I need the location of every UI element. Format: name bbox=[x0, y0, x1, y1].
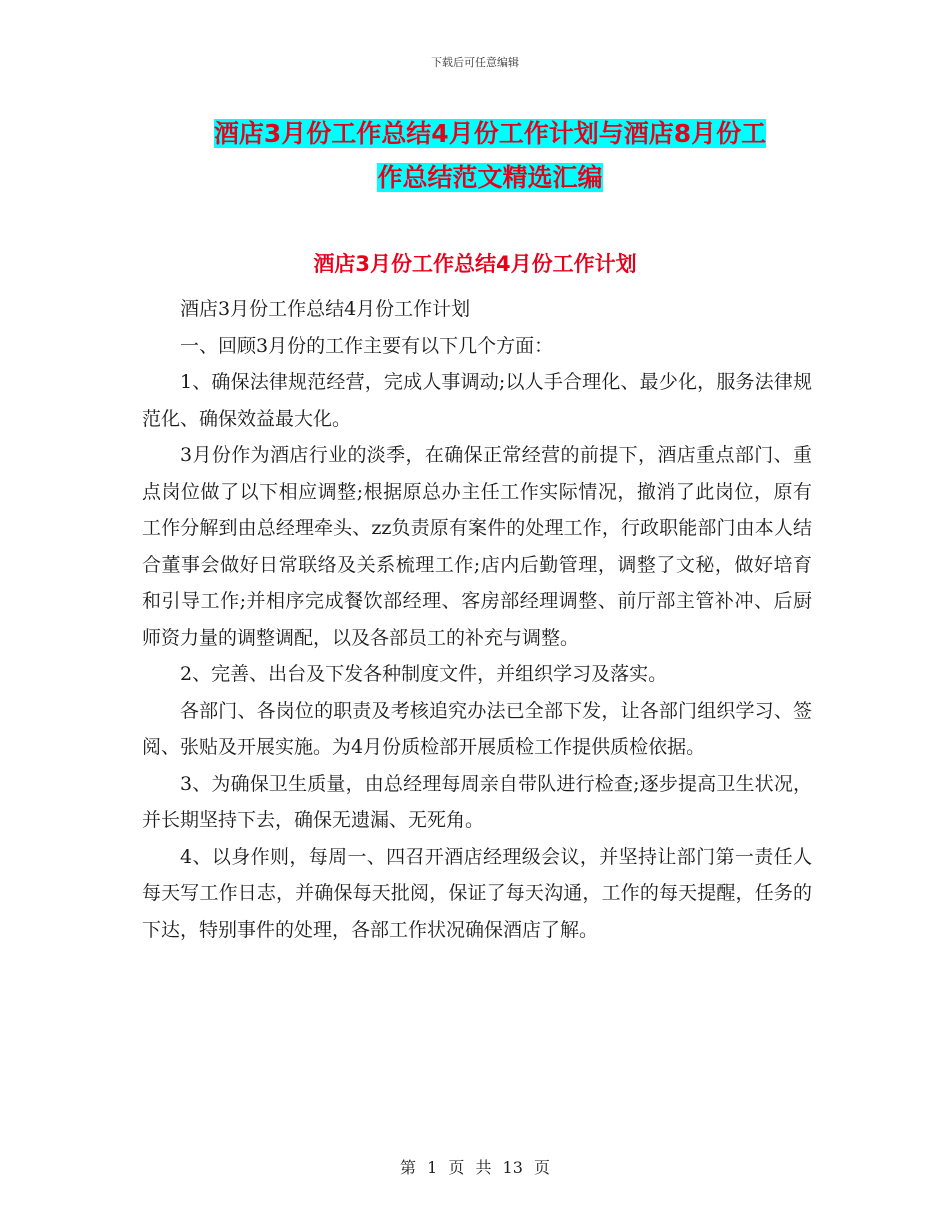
paragraph: 2、完善、出台及下发各种制度文件，并组织学习及落实。 bbox=[180, 663, 668, 685]
paragraph: 各部门、各岗位的职责及考核追究办法已全部下发，让各部门组织学习、签阅、张贴及开展实施。为4月份质检部开展质检工作提供质检依据。 bbox=[142, 699, 812, 758]
document-title bbox=[140, 112, 840, 200]
paragraph: 酒店3月份工作总结4月份工作计划 bbox=[180, 298, 471, 320]
paragraph: 一、回顾3月份的工作主要有以下几个方面： bbox=[180, 334, 554, 357]
paragraph: 3、为确保卫生质量，由总经理每周亲自带队进行检查;逐步提高卫生状况，并长期坚持下去，确保无遗漏、无死角。 bbox=[142, 772, 812, 831]
header-note: 下载后可任意编辑 bbox=[431, 56, 519, 69]
paragraph: 1、确保法律规范经营，完成人事调动;以人手合理化、最少化，服务法律规范化、确保效益最大化。 bbox=[142, 371, 812, 430]
title-line-1: 酒店3月份工作总结4月份工作计划与酒店8月份工 bbox=[213, 119, 767, 148]
title-line-2: 作总结范文精选汇编 bbox=[377, 163, 603, 192]
section-title: 酒店3月份工作总结4月份工作计划 bbox=[313, 252, 637, 276]
paragraph: 4、以身作则，每周一、四召开酒店经理级会议，并坚持让部门第一责任人每天写工作日志，并确保每天批阅，保证了每天沟通，工作的每天提醒，任务的下达，特别事件的处理，各部工作状况确保酒店了解。 bbox=[142, 845, 812, 941]
paragraph: 3月份作为酒店行业的淡季，在确保正常经营的前提下，酒店重点部门、重点岗位做了以下相应调整;根据原总办主任工作实际情况，撤消了此岗位，原有工作分解到由总经理牵头、zz负责原有案件的处理工作，行政职能部门由本人结合董事会做好日常联络及关系梳理工作;店内后勤管理，调整了文秘，做好培育和引导工作;并相序完成餐饮部经理、客房部经理调整、前厅部主管补冲、后厨师资力量的调整调配，以及各部员工的补充与调整。 bbox=[142, 444, 812, 649]
body-text bbox=[142, 291, 812, 948]
page-footer: 第 1 页 共 13 页 bbox=[400, 1158, 550, 1177]
